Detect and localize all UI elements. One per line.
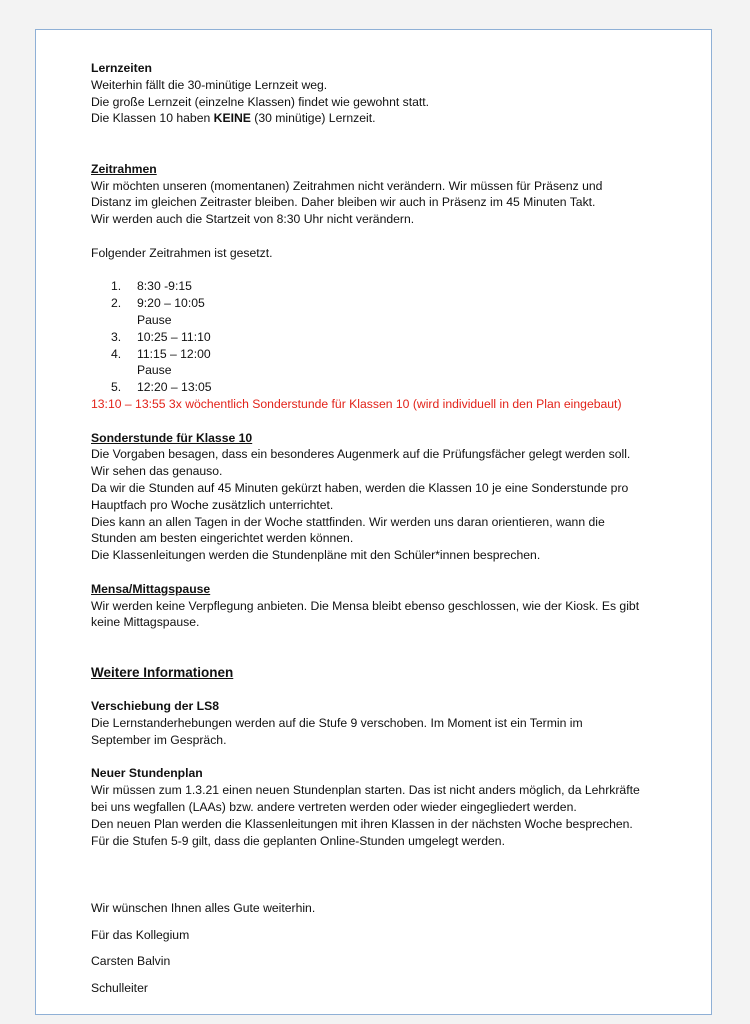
- pause-label: Pause: [137, 312, 172, 327]
- closing-wish: Wir wünschen Ihnen alles Gute weiterhin.: [91, 900, 316, 915]
- zeitrahmen-line-1: Wir möchten unseren (momentanen) Zeitrahmen nicht verändern. Wir müssen für Präsenz und: [91, 178, 603, 193]
- lernzeiten-keine-emphasis: KEINE: [213, 111, 251, 126]
- lernzeiten-heading: Lernzeiten: [91, 61, 152, 75]
- time-slot-time: 10:25 – 11:10: [137, 329, 211, 344]
- document-content: [91, 60, 691, 997]
- time-slot-2: [91, 295, 691, 312]
- pause-label: Pause: [137, 363, 172, 378]
- ls8-line-1: Die Lernstanderhebungen werden auf die Stufe 9 verschoben. Im Moment ist ein Termin im: [91, 716, 583, 731]
- stundenplan-line-1: Wir müssen zum 1.3.21 einen neuen Stundenplan starten. Das ist nicht anders möglich, da Lehrkräfte: [91, 783, 640, 798]
- time-slot-number: 3.: [111, 329, 122, 344]
- closing-role: Schulleiter: [91, 981, 148, 996]
- mensa-heading: Mensa/Mittagspause: [91, 581, 211, 596]
- zeitrahmen-intro: Folgender Zeitrahmen ist gesetzt.: [91, 245, 273, 260]
- lernzeiten-line-3-pre: Die Klassen 10 haben: [91, 111, 214, 126]
- time-slot-time: 12:20 – 13:05: [137, 380, 212, 395]
- closing-for: Für das Kollegium: [91, 927, 190, 942]
- sonderstunde-line-1: Die Vorgaben besagen, dass ein besonderes Augenmerk auf die Prüfungsfächer gelegt werden soll.: [91, 447, 631, 462]
- sonderstunde-line-4: Hauptfach pro Woche zusätzlich unterrichtet.: [91, 497, 334, 512]
- sonderstunde-line-3: Da wir die Stunden auf 45 Minuten gekürzt haben, werden die Klassen 10 je eine Sonderstunde pro: [91, 480, 629, 495]
- time-slot-time: 9:20 – 10:05: [137, 296, 205, 311]
- zeitrahmen-line-3: Wir werden auch die Startzeit von 8:30 Uhr nicht verändern.: [91, 212, 415, 227]
- lernzeiten-line-1: Weiterhin fällt die 30-minütige Lernzeit weg.: [91, 77, 328, 92]
- lernzeiten-line-3-post: (30 minütige) Lernzeit.: [250, 111, 376, 126]
- sonderstunde-line-7: Die Klassenleitungen werden die Stundenpläne mit den Schüler*innen besprechen.: [91, 548, 541, 563]
- time-slot-4: [91, 346, 691, 363]
- zeitrahmen-heading: Zeitrahmen: [91, 161, 157, 176]
- time-slot-1: [91, 278, 691, 295]
- stundenplan-line-2: bei uns wegfallen (LAAs) bzw. andere vertreten werden oder wieder eingegliedert werden.: [91, 800, 577, 815]
- lernzeiten-line-2: Die große Lernzeit (einzelne Klassen) findet wie gewohnt statt.: [91, 94, 430, 109]
- weitere-informationen-heading: Weitere Informationen: [91, 664, 234, 680]
- mensa-line-1: Wir werden keine Verpflegung anbieten. Die Mensa bleibt ebenso geschlossen, wie der Kiosk. Es gibt: [91, 598, 640, 613]
- ls8-line-2: September im Gespräch.: [91, 732, 227, 747]
- sonderstunde-line-6: Stunden am besten eingerichtet werden können.: [91, 531, 354, 546]
- time-slot-time: 11:15 – 12:00: [137, 346, 211, 361]
- zeitrahmen-line-2: Distanz im gleichen Zeitraster bleiben. Daher bleiben wir auch in Präsenz im 45 Minuten Takt.: [91, 195, 596, 210]
- lernzeiten-line-3: [91, 110, 691, 127]
- mensa-line-2: keine Mittagspause.: [91, 615, 200, 630]
- stundenplan-line-3: Den neuen Plan werden die Klassenleitungen mit ihren Klassen in der nächsten Woche besprechen.: [91, 816, 633, 831]
- time-slot-number: 2.: [111, 296, 122, 311]
- time-slot-list: [91, 278, 691, 396]
- ls8-heading: Verschiebung der LS8: [91, 699, 220, 714]
- document-page: [35, 29, 712, 1015]
- time-slot-3: [91, 329, 691, 346]
- time-slot-number: 4.: [111, 346, 122, 361]
- sonderstunde-line-5: Dies kann an allen Tagen in der Woche stattfinden. Wir werden uns daran orientieren, wann die: [91, 514, 605, 529]
- time-slot-5: [91, 379, 691, 396]
- time-slot-number: 1.: [111, 279, 122, 294]
- stundenplan-line-4: Für die Stufen 5-9 gilt, dass die geplanten Online-Stunden umgelegt werden.: [91, 833, 505, 848]
- stundenplan-heading: Neuer Stundenplan: [91, 766, 203, 781]
- sonderstunde-heading: Sonderstunde für Klasse 10: [91, 430, 253, 445]
- time-slot-time: 8:30 -9:15: [137, 279, 192, 294]
- time-slot-number: 5.: [111, 380, 122, 395]
- sonderstunde-line-2: Wir sehen das genauso.: [91, 464, 223, 479]
- special-lesson-note: 13:10 – 13:55 3x wöchentlich Sonderstunde für Klassen 10 (wird individuell in den Plan eingebaut): [91, 396, 622, 411]
- closing-name: Carsten Balvin: [91, 954, 171, 969]
